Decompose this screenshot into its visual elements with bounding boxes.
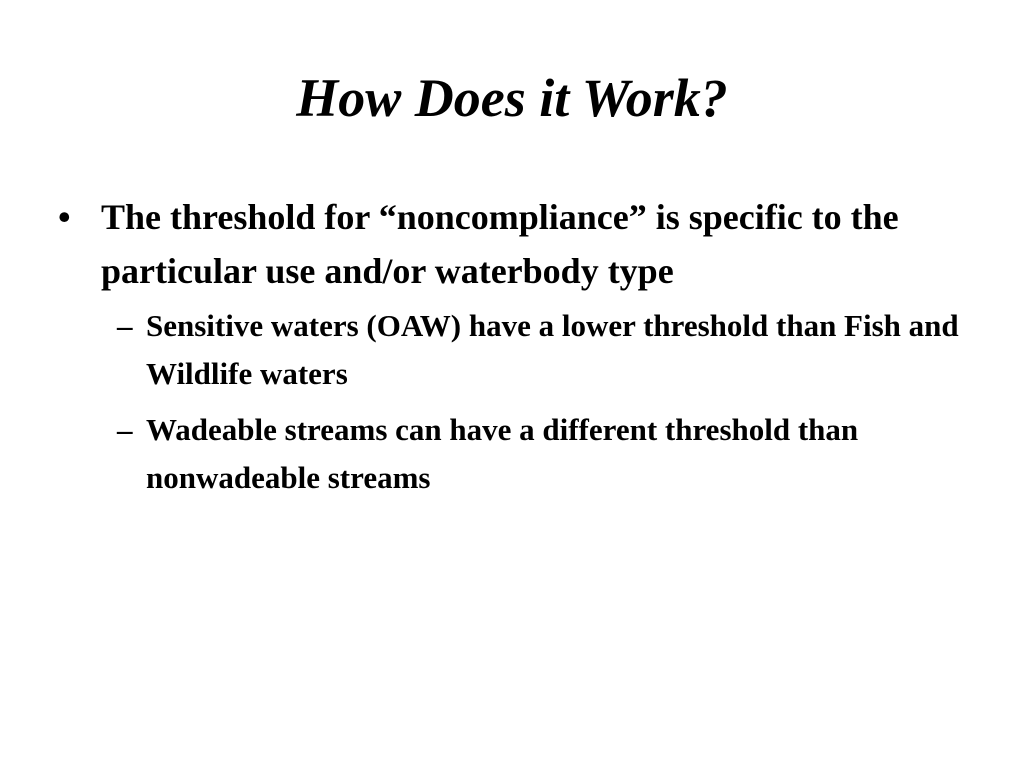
sub-bullet-text: Sensitive waters (OAW) have a lower threshold than Fish and Wildlife waters [146,308,959,391]
sub-bullet-marker: – [117,308,133,343]
slide-title: How Does it Work? [296,68,728,128]
bullet-marker: • [58,197,71,237]
sub-bullet-text: Wadeable streams can have a different threshold than nonwadeable streams [146,412,859,495]
bullet-item [58,190,988,298]
sub-bullet-item [117,302,976,398]
sub-bullet-marker: – [117,412,133,447]
sub-bullet-item [117,406,976,502]
bullet-text: The threshold for “noncompliance” is specific to the particular use and/or waterbody type [101,197,899,291]
slide-content [58,190,988,510]
sub-bullet-list [58,302,988,502]
